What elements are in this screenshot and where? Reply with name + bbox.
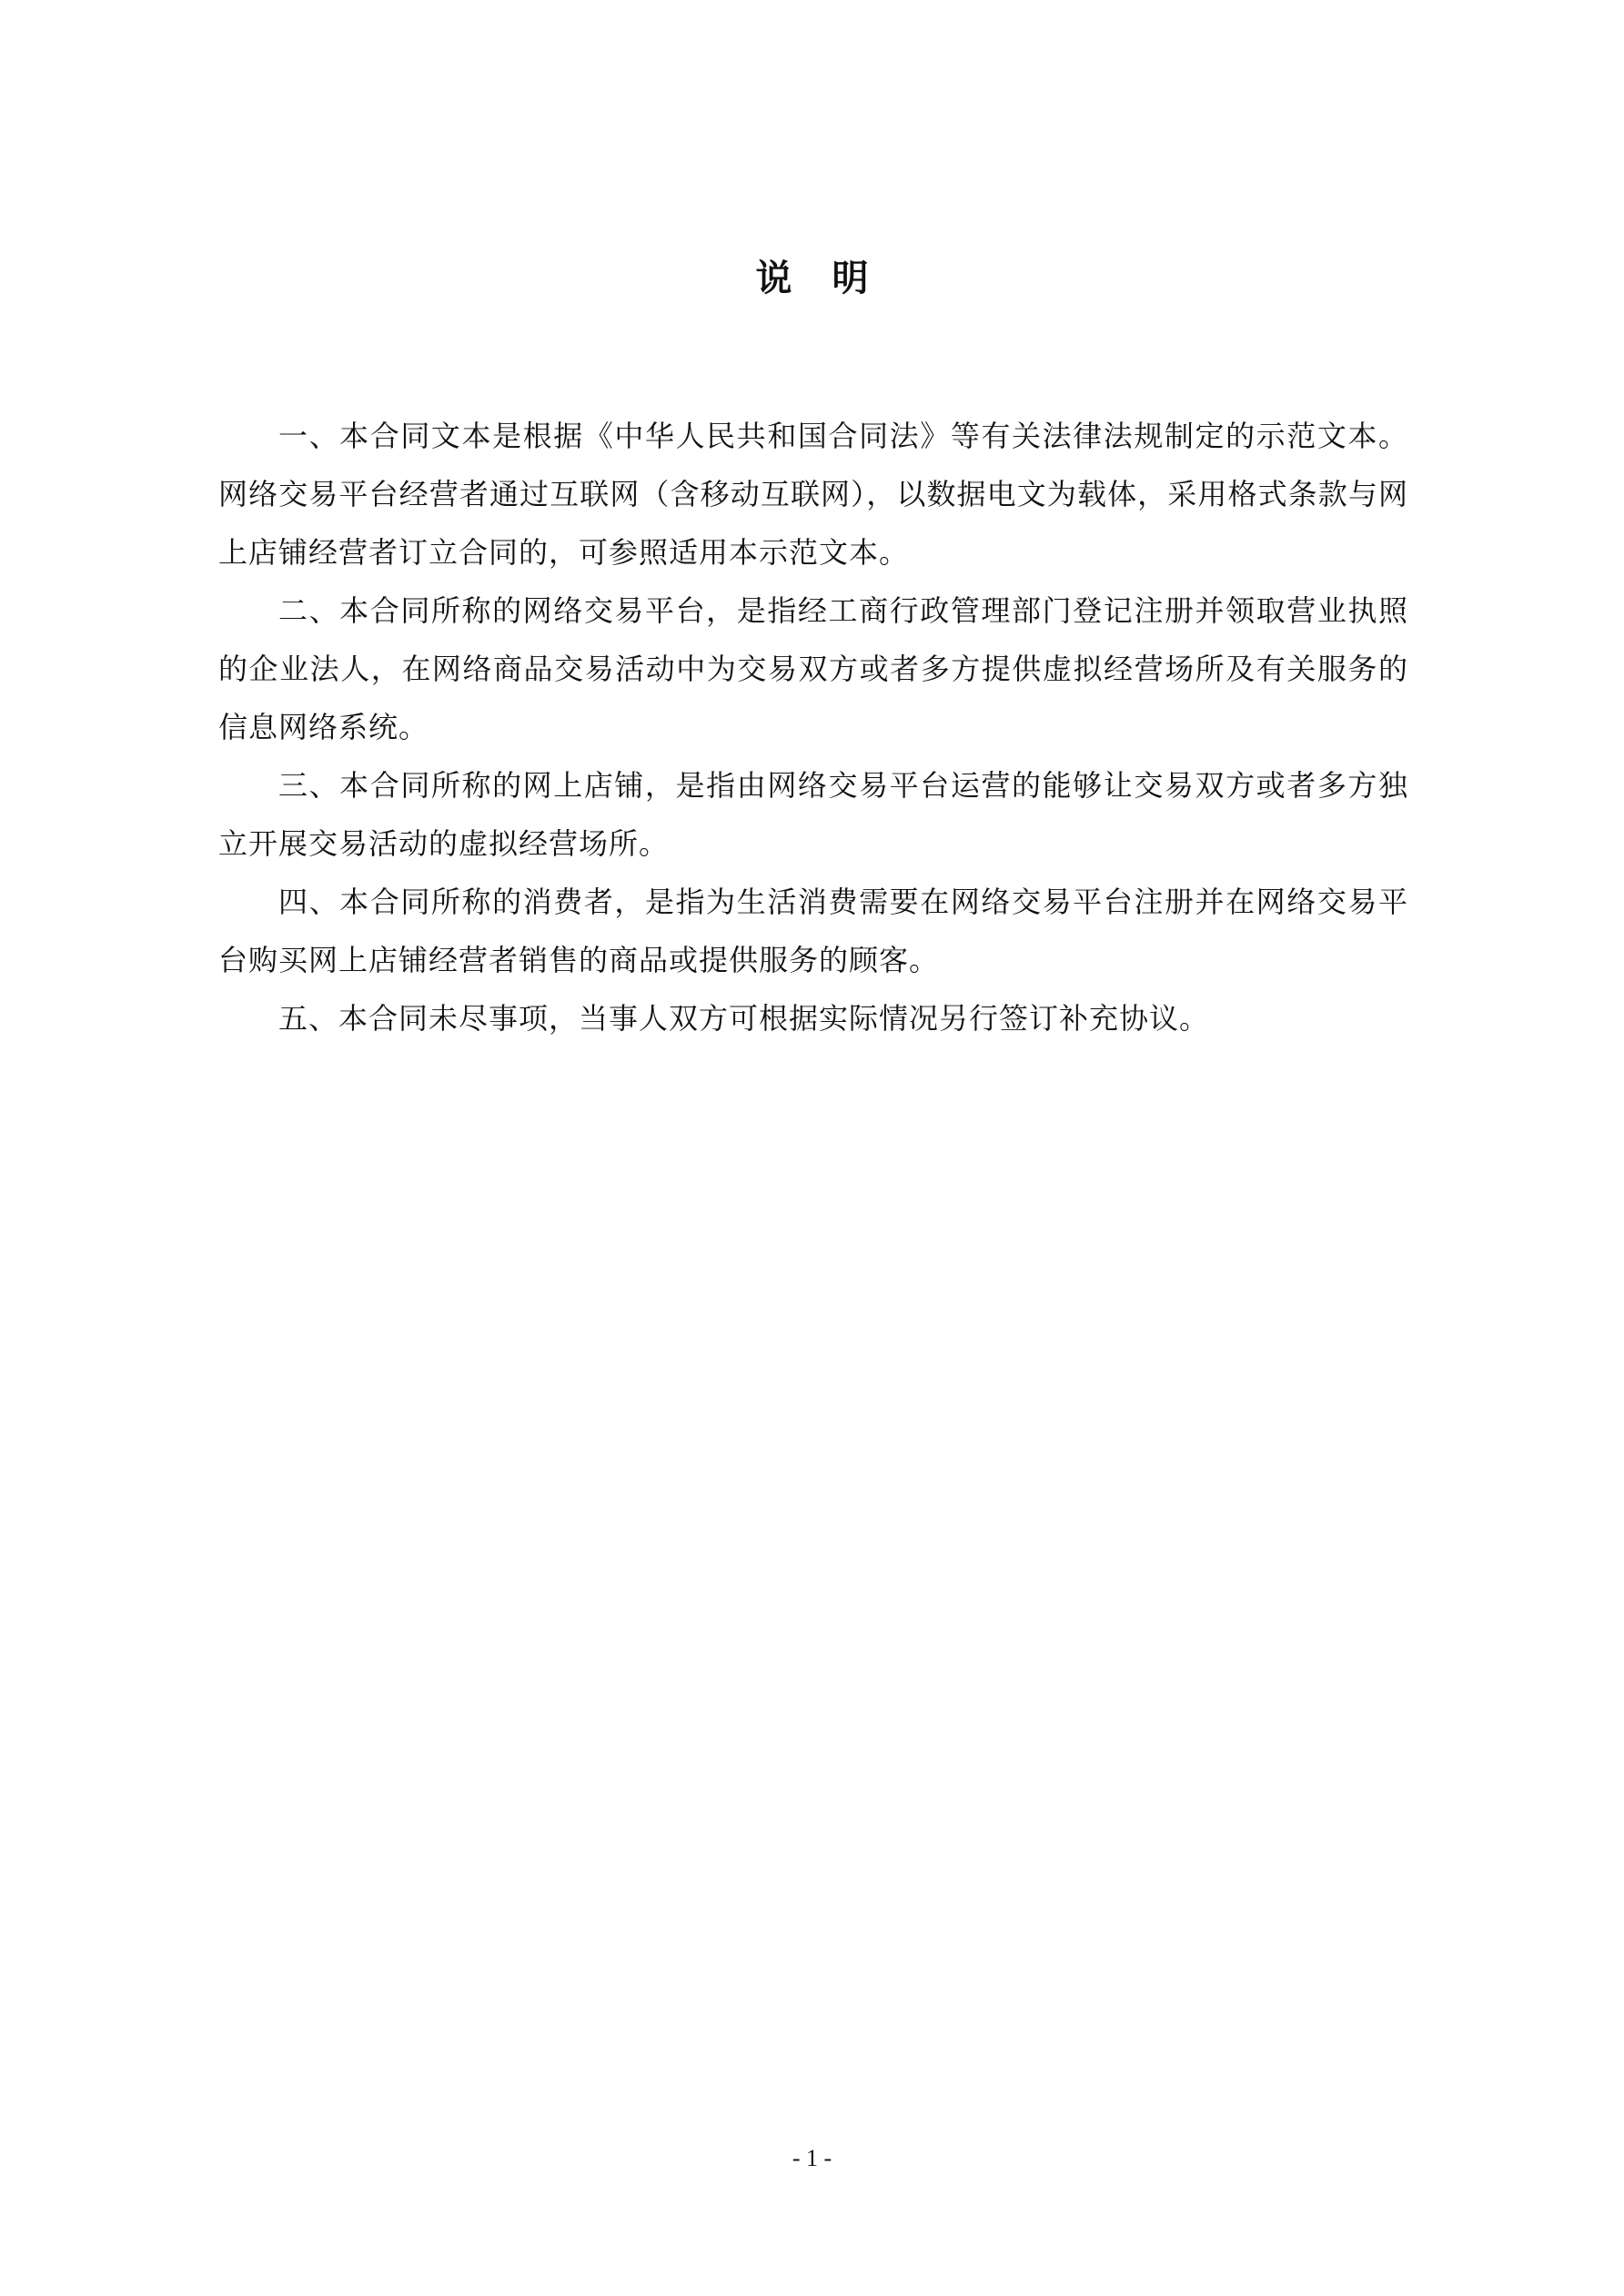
- page-title: 说明: [755, 258, 909, 299]
- document-body: [218, 407, 1408, 1047]
- paragraph-3: 三、本合同所称的网上店铺，是指由网络交易平台运营的能够让交易双方或者多方独立开展交易活动的虚拟经营场所。: [218, 768, 1408, 861]
- paragraph-4: 四、本合同所称的消费者，是指为生活消费需要在网络交易平台注册并在网络交易平台购买网上店铺经营者销售的商品或提供服务的顾客。: [218, 885, 1408, 977]
- paragraph-1: 一、本合同文本是根据《中华人民共和国合同法》等有关法律法规制定的示范文本。网络交易平台经营者通过互联网（含移动互联网），以数据电文为载体，采用格式条款与网上店铺经营者订立合同的，可参照适用本示范文本。: [218, 419, 1408, 570]
- page-number: - 1 -: [792, 2145, 832, 2171]
- paragraph-2: 二、本合同所称的网络交易平台，是指经工商行政管理部门登记注册并领取营业执照的企业法人，在网络商品交易活动中为交易双方或者多方提供虚拟经营场所及有关服务的信息网络系统。: [218, 593, 1408, 744]
- paragraph-5: 五、本合同未尽事项，当事人双方可根据实际情况另行签订补充协议。: [278, 1001, 1210, 1036]
